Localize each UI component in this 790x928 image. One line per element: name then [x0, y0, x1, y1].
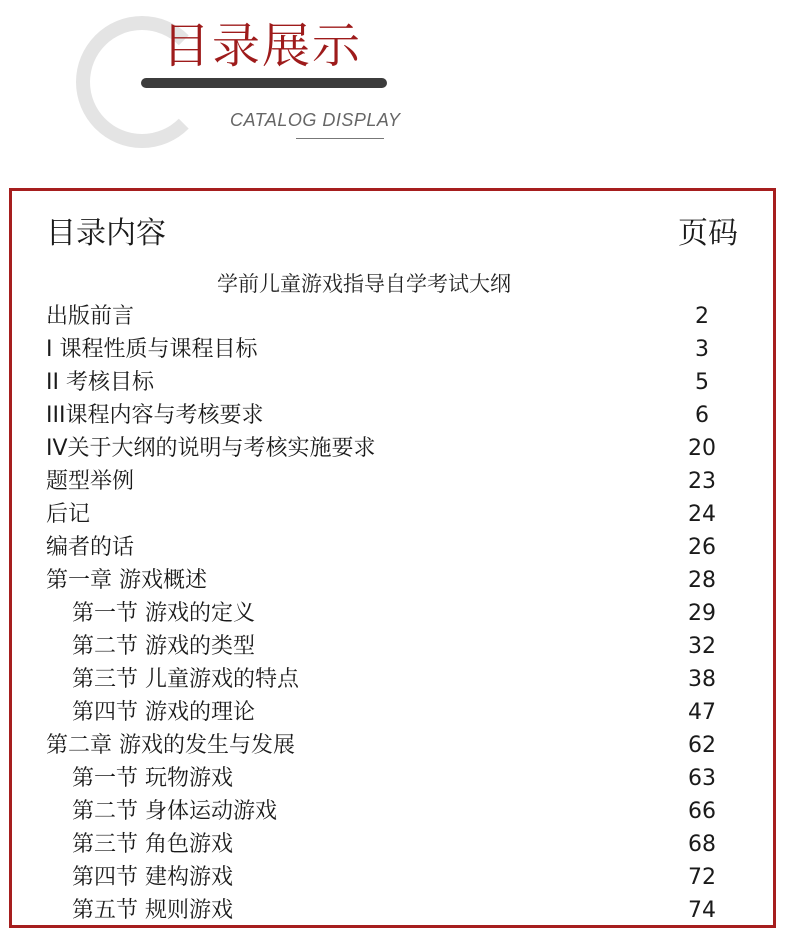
catalog-row	[0, 300, 790, 333]
catalog-row-page: 23	[688, 469, 716, 494]
catalog-row-page: 20	[688, 436, 716, 461]
catalog-row-page: 6	[695, 403, 709, 428]
catalog-row	[0, 762, 790, 795]
catalog-row-label: II 考核目标	[46, 370, 154, 395]
catalog-row	[0, 366, 790, 399]
catalog-row-page: 24	[688, 502, 716, 527]
subtitle-underline	[296, 138, 384, 139]
catalog-row-label: 第一节 游戏的定义	[72, 601, 255, 626]
catalog-row-label: 第一章 游戏概述	[46, 568, 207, 593]
column-header-page: 页码	[678, 216, 738, 251]
catalog-row-label: IV关于大纲的说明与考核实施要求	[46, 436, 376, 461]
catalog-row-label: III课程内容与考核要求	[46, 403, 264, 428]
catalog-row	[0, 333, 790, 366]
catalog-row-label: 第二章 游戏的发生与发展	[46, 733, 295, 758]
catalog-row	[0, 861, 790, 894]
catalog-row-label: 编者的话	[46, 535, 135, 560]
catalog-row	[0, 399, 790, 432]
catalog-row-page: 26	[688, 535, 716, 560]
catalog-row-page: 63	[688, 766, 716, 791]
catalog-row-page: 72	[688, 865, 716, 890]
catalog-row-label: 第二节 身体运动游戏	[72, 799, 277, 824]
catalog-row	[0, 531, 790, 564]
catalog-row-label: 第三节 角色游戏	[72, 832, 233, 857]
catalog-row	[0, 465, 790, 498]
catalog-row-page: 68	[688, 832, 716, 857]
column-header-contents: 目录内容	[46, 216, 166, 251]
page-title: 目录展示	[162, 18, 363, 74]
catalog-row-label: 第二节 游戏的类型	[72, 634, 255, 659]
catalog-row	[0, 597, 790, 630]
page-subtitle: CATALOG DISPLAY	[230, 110, 401, 130]
catalog-row-page: 38	[688, 667, 716, 692]
catalog-row-label: 第四节 游戏的理论	[72, 700, 255, 725]
catalog-row-label: I 课程性质与课程目标	[46, 337, 258, 362]
catalog-row-page: 29	[688, 601, 716, 626]
catalog-row-page: 66	[688, 799, 716, 824]
catalog-row-page: 62	[688, 733, 716, 758]
catalog-row-label: 第一节 玩物游戏	[72, 766, 233, 791]
catalog-row	[0, 498, 790, 531]
catalog-row	[0, 828, 790, 861]
catalog-row-label: 出版前言	[46, 304, 135, 329]
catalog-row-label: 后记	[46, 502, 91, 527]
catalog-row-page: 74	[688, 898, 716, 923]
catalog-row	[0, 795, 790, 828]
catalog-row	[0, 894, 790, 927]
book-title: 学前儿童游戏指导自学考试大纲	[217, 272, 511, 296]
catalog-row-page: 3	[695, 337, 709, 362]
title-underline-bar	[141, 78, 387, 88]
catalog-row	[0, 729, 790, 762]
catalog-row	[0, 432, 790, 465]
catalog-row-page: 5	[695, 370, 709, 395]
catalog-row-label: 第五节 规则游戏	[72, 898, 233, 923]
catalog-row-page: 2	[695, 304, 709, 329]
catalog-row-label: 第四节 建构游戏	[72, 865, 233, 890]
catalog-row	[0, 663, 790, 696]
catalog-row-page: 28	[688, 568, 716, 593]
catalog-row	[0, 696, 790, 729]
catalog-row-label: 第三节 儿童游戏的特点	[72, 667, 299, 692]
page-header	[0, 0, 790, 180]
catalog-row	[0, 564, 790, 597]
catalog-row	[0, 630, 790, 663]
catalog-row-page: 32	[688, 634, 716, 659]
catalog-row-label: 题型举例	[46, 469, 135, 494]
catalog-row-page: 47	[688, 700, 716, 725]
